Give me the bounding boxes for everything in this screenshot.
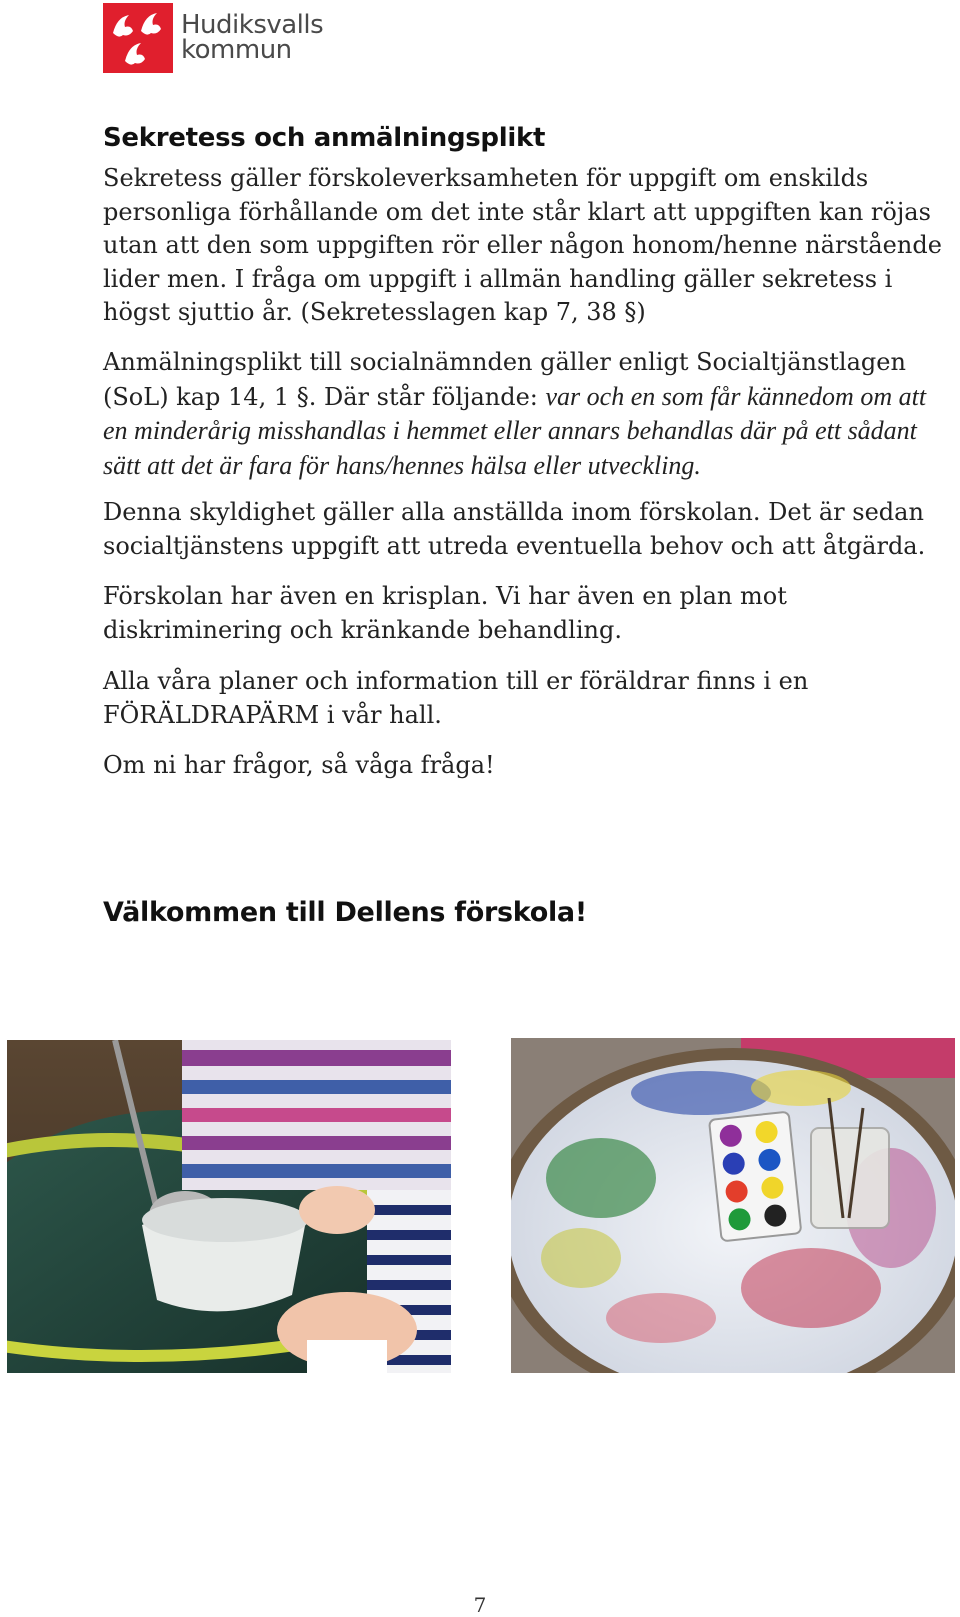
paragraph-obligation: Denna skyldighet gäller alla anställda inom förskolan. Det är sedan socialtjänstens uppgift att utreda eventuella behov och att åtgärda. <box>103 498 926 560</box>
paragraph-reporting-duty-quote: var och en som får kännedom om att en minderårig misshandlas i hemmet eller annars behandlas där på ett sådant sätt att det är fara för hans/hennes hälsa eller utveckling. <box>103 381 927 480</box>
paragraph-confidentiality: Sekretess gäller förskoleverksamheten för uppgift om enskilds personliga förhållande om det inte står klart att uppgiften kan röjas utan att den som uppgiften rör eller någon honom/henne närstående lider men. I fråga om uppgift i allmän handling gäller sekretess i högst sjuttio år. (Sekretesslagen kap 7, 38 §) <box>103 164 942 326</box>
photo-snow-painting <box>511 1038 955 1373</box>
paragraph-reporting-duty <box>103 346 948 483</box>
goat-emblem-icon <box>103 3 173 73</box>
welcome-title: Välkommen till Dellens förskola! <box>103 897 587 928</box>
logo-line-1: Hudiksvalls <box>181 10 324 40</box>
paragraph-questions: Om ni har frågor, så våga fråga! <box>103 751 495 779</box>
paragraph-parent-binder: Alla våra planer och information till er föräldrar finns i en FÖRÄLDRAPÄRM i vår hall. <box>103 667 809 729</box>
page-number: 7 <box>473 1593 487 1617</box>
section-title: Sekretess och anmälningsplikt <box>103 123 546 153</box>
logo-wordmark <box>181 10 324 65</box>
photo-water-play <box>7 1040 451 1373</box>
paragraph-reporting-duty-text: Anmälningsplikt till socialnämnden gäller enligt Socialtjänstlagen (SoL) kap 14, 1 §. Där står följande: <box>103 348 906 411</box>
paragraph-crisis-plan: Förskolan har även en krisplan. Vi har även en plan mot diskriminering och kränkande behandling. <box>103 582 787 644</box>
logo-line-2: kommun <box>181 35 292 65</box>
municipality-logo <box>103 3 323 73</box>
